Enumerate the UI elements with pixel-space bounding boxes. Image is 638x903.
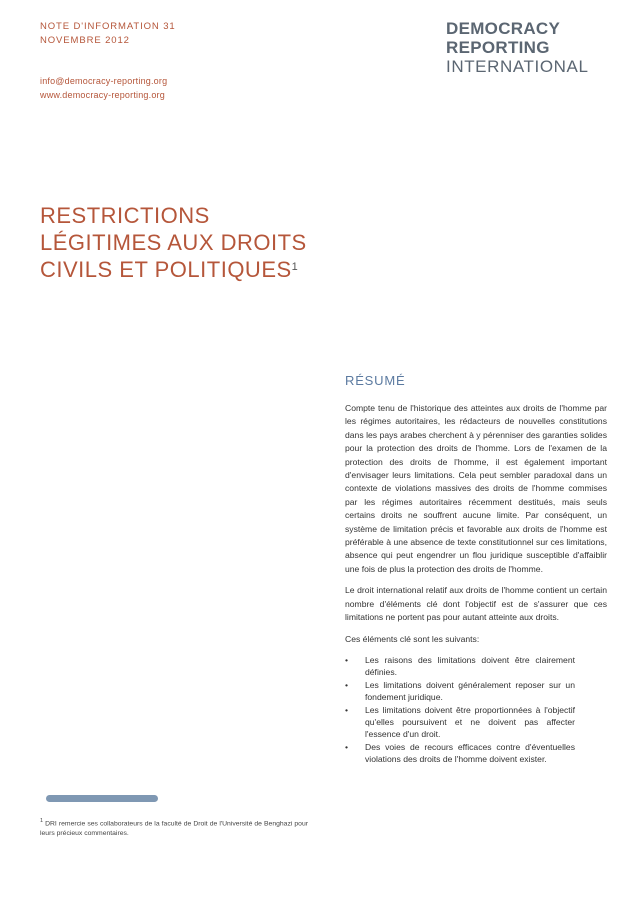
logo-line-3: INTERNATIONAL [446,57,589,76]
footnote-number: 1 [40,818,44,824]
title-line-2: LÉGITIMES AUX DROITS [40,230,307,255]
resume-paragraph: Compte tenu de l'historique des atteintes aux droits de l'homme par les régimes autoritaires, les rédacteurs de nouvelles constitutions dans les pays arabes cherchent à y pérenniser des garanties solides pour la protection des droits de l'homme. Lors de l'examen de la protection des droits de l'homme, il est également important d'envisager leurs limitations. Cela peut sembler paradoxal dans un contexte de violations massives des droits de l'homme commises par les régimes autoritaires récemment destitués, mais seuls certains droits ne souffrent aucune limite. Par conséquent, un système de limitation précis et favorable aux droits de l'homme est préférable à une absence de texte constitutionnel sur ces limitations, absence qui peut engendrer un flou juridique susceptible d'affaiblir une fois de plus la protection des droits de l'homme. [345,403,607,574]
key-elements-list [345,654,607,765]
list-item [345,741,575,765]
footnote-text: DRI remercie ses collaborateurs de la faculté de Droit de l'Université de Benghazi pour leurs précieux commentaires. [40,820,308,838]
contact-email[interactable]: info@democracy-reporting.org [40,76,168,86]
resume-paragraph: Ces éléments clé sont les suivants: [345,633,480,644]
title-line-1: RESTRICTIONS [40,203,210,228]
logo-line-1: DEMOCRACY [446,19,561,38]
list-item [345,679,575,703]
footnote [40,816,308,839]
resume-paragraph: Le droit international relatif aux droits de l'homme contient un certain nombre d'éléments clé dont l'objectif est de s'assurer que ces limitations ne portent pas pour autant atteinte aux droits. [345,585,607,623]
list-item-text: Les limitations doivent être proportionnées à l'objectif qu'elles poursuivent et ne doivent pas affecter l'essence d'un droit. [365,704,575,739]
list-item [345,654,575,678]
bullet-icon: • [345,704,349,715]
footnote-divider-bar [46,795,158,802]
list-item-text: Les raisons des limitations doivent être clairement définies. [365,654,575,677]
bullet-icon: • [345,741,349,752]
contact-website[interactable]: www.democracy-reporting.org [40,90,165,100]
resume-body [345,402,607,766]
list-item [345,704,575,740]
contact-info [40,74,167,102]
list-item-text: Des voies de recours efficaces contre d'éventuelles violations des droits de l'homme doivent exister. [365,741,575,764]
list-item-text: Les limitations doivent généralement reposer sur un fondement juridique. [365,679,575,702]
dri-logo [446,19,589,76]
note-label: NOTE D'INFORMATION 31 [40,21,176,32]
document-meta [40,20,176,48]
document-title [40,202,307,283]
title-line-3: CIVILS ET POLITIQUES [40,257,292,282]
title-footnote-ref[interactable]: 1 [291,261,299,273]
publication-date: NOVEMBRE 2012 [40,35,130,46]
bullet-icon: • [345,654,349,665]
resume-heading: RÉSUMÉ [345,373,406,388]
bullet-icon: • [345,679,349,690]
logo-line-2: REPORTING [446,38,550,57]
